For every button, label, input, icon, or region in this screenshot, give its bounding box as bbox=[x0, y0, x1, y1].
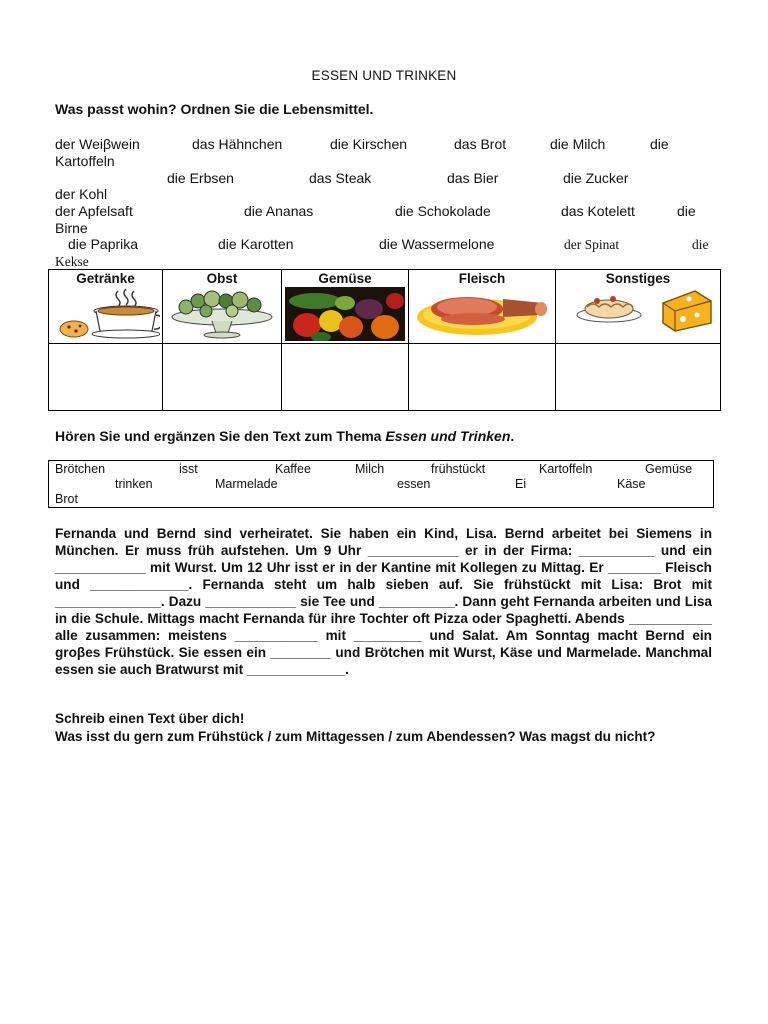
task-1-instruction: Was passt wohin? Ordnen Sie die Lebensmittel. bbox=[55, 101, 374, 117]
answer-cell-obst[interactable] bbox=[163, 344, 282, 411]
box-word: Brot bbox=[55, 492, 78, 506]
word-item: die bbox=[650, 136, 669, 152]
answer-cell-getraenke[interactable] bbox=[49, 344, 163, 411]
word-item: das Brot bbox=[454, 136, 507, 152]
column-sonstiges bbox=[556, 270, 721, 344]
column-header: Gemüse bbox=[318, 271, 372, 286]
word-item: die Erbsen bbox=[167, 170, 234, 186]
word-item: die Ananas bbox=[244, 203, 314, 219]
word-item: der Apfelsaft bbox=[55, 203, 133, 219]
box-word: essen bbox=[397, 477, 431, 491]
word-item: der Weiβwein bbox=[55, 136, 140, 152]
task-2-italic: Essen und Trinken bbox=[385, 428, 511, 444]
box-word: Kartoffeln bbox=[539, 462, 593, 476]
vegetables-icon bbox=[285, 287, 405, 341]
box-word: isst bbox=[179, 462, 198, 476]
pastry-cheese-icon bbox=[563, 287, 713, 335]
answer-cell-fleisch[interactable] bbox=[409, 344, 556, 411]
task-2-end: . bbox=[510, 428, 515, 444]
fruit-bowl-icon bbox=[166, 287, 278, 341]
box-word: Ei bbox=[515, 477, 527, 491]
task-3-question: Was isst du gern zum Frühstück / zum Mittagessen / zum Abendessen? Was magst du nicht? bbox=[55, 729, 656, 744]
word-item: Kartoffeln bbox=[55, 153, 115, 169]
word-item: die Wassermelone bbox=[379, 236, 495, 252]
word-item: die Kirschen bbox=[330, 136, 408, 152]
box-word: Kaffee bbox=[275, 462, 311, 476]
word-item: Birne bbox=[55, 220, 88, 236]
word-item: das Kotelett bbox=[561, 203, 635, 219]
word-item: die Karotten bbox=[218, 236, 294, 252]
word-item: die Paprika bbox=[68, 236, 139, 252]
answer-cell-sonstiges[interactable] bbox=[556, 344, 721, 411]
ham-platter-icon bbox=[415, 287, 549, 337]
cloze-paragraph: Fernanda und Bernd sind verheiratet. Sie haben ein Kind, Lisa. Bernd arbeitet bei Siemens in München. Er muss früh aufstehen. Um 9 Uhr ____________ er in der Firma: __________ und ein ____________ mit Wurst. Um 12 Uhr isst er in der Kantine mit Kollegen zu Mittag. Er _______ Fleisch und _____________. Fernanda steht um halb sieben auf. Sie frühstückt mit Lisa: Brot mit ______________. Dazu ____________ sie Tee und __________. Dann geht Fernanda arbeiten und Lisa in die Schule. Mittags macht Fernanda für ihre Tochter oft Pizza oder Spaghetti. Abends ___________ alle zusammen: meistens ___________ mit _________ und Salat. Am Sonntag macht Bernd ein groβes Frühstück. Sie essen ein ________ und Brötchen mit Wurst, Käse und Marmelade. Manchmal essen sie auch Bratwurst mit _____________. bbox=[55, 526, 712, 677]
word-item: der Kohl bbox=[55, 186, 108, 202]
box-word: Marmelade bbox=[215, 477, 278, 491]
column-fleisch bbox=[409, 270, 556, 344]
word-item: das Steak bbox=[309, 170, 372, 186]
sorting-table bbox=[48, 269, 721, 411]
task-2-text: Hören Sie und ergänzen Sie den Text zum Thema bbox=[55, 428, 386, 444]
word-item: die Zucker bbox=[563, 170, 629, 186]
box-word: Gemüse bbox=[645, 462, 693, 476]
answer-cell-gemuese[interactable] bbox=[282, 344, 409, 411]
word-item: die bbox=[677, 203, 696, 219]
column-getraenke bbox=[49, 270, 163, 344]
word-item: Kekse bbox=[55, 254, 89, 269]
box-word: Brötchen bbox=[55, 462, 106, 476]
word-box bbox=[48, 460, 714, 508]
word-item: das Hähnchen bbox=[192, 136, 283, 152]
word-item: die Milch bbox=[550, 136, 606, 152]
box-word: Käse bbox=[617, 477, 646, 491]
column-obst bbox=[163, 270, 282, 344]
box-word: Milch bbox=[355, 462, 385, 476]
word-item: die Schokolade bbox=[395, 203, 491, 219]
column-header: Getränke bbox=[76, 271, 135, 286]
column-header: Sonstiges bbox=[605, 271, 671, 286]
word-item: der Spinat bbox=[564, 237, 620, 252]
coffee-cup-icon bbox=[52, 287, 160, 339]
column-gemuese bbox=[282, 270, 409, 344]
box-word: frühstückt bbox=[431, 462, 486, 476]
task-3-heading: Schreib einen Text über dich! bbox=[55, 711, 245, 726]
word-item: die bbox=[692, 237, 709, 252]
box-word: trinken bbox=[115, 477, 153, 491]
word-item: das Bier bbox=[447, 170, 499, 186]
task-2-instruction bbox=[55, 428, 514, 444]
column-header: Fleisch bbox=[458, 271, 506, 286]
page-title: ESSEN UND TRINKEN bbox=[311, 68, 457, 83]
column-header: Obst bbox=[206, 271, 238, 286]
